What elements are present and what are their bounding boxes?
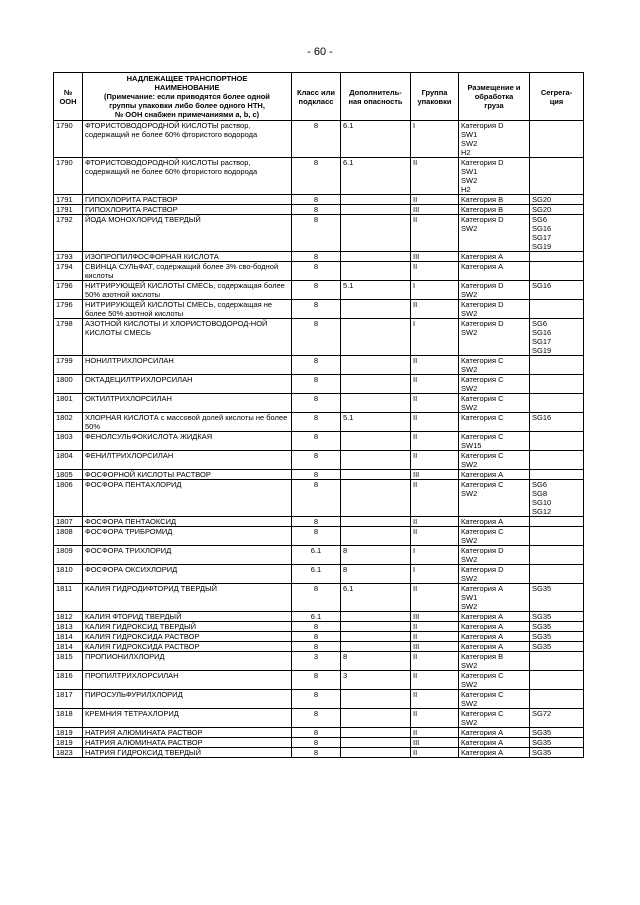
cell-un-number: 1823 (54, 748, 83, 758)
cell-shipping-name: ФТОРИСТОВОДОРОДНОЙ КИСЛОТЫ раствор, содержащий не более 60% фтористого водорода (83, 158, 292, 195)
cell-packing-group: II (411, 375, 459, 394)
cell-shipping-name: КАЛИЯ ГИДРОДИФТОРИД ТВЕРДЫЙ (83, 584, 292, 612)
cell-shipping-name: НОНИЛТРИХЛОРСИЛАН (83, 356, 292, 375)
cell-un-number: 1798 (54, 319, 83, 356)
cell-packing-group: II (411, 728, 459, 738)
cell-un-number: 1790 (54, 121, 83, 158)
cell-shipping-name: ПРОПИОНИЛХЛОРИД (83, 652, 292, 671)
cell-segregation (530, 652, 584, 671)
cell-class: 8 (292, 728, 341, 738)
cell-packing-group: II (411, 480, 459, 517)
table-row (54, 546, 584, 565)
cell-shipping-name: ГИПОХЛОРИТА РАСТВОР (83, 205, 292, 215)
cell-stowage: Категория C SW2 (459, 671, 530, 690)
cell-stowage: Категория D SW2 (459, 546, 530, 565)
cell-stowage: Категория A (459, 632, 530, 642)
table-row (54, 652, 584, 671)
cell-shipping-name: КАЛИЯ ГИДРОКСИДА РАСТВОР (83, 632, 292, 642)
cell-class: 8 (292, 195, 341, 205)
cell-segregation (530, 565, 584, 584)
table-row (54, 262, 584, 281)
table-row (54, 375, 584, 394)
cell-un-number: 1790 (54, 158, 83, 195)
cell-subsidiary-risk (341, 262, 411, 281)
table-row (54, 432, 584, 451)
cell-stowage: Категория C SW2 (459, 356, 530, 375)
cell-segregation (530, 394, 584, 413)
cell-segregation (530, 158, 584, 195)
cell-subsidiary-risk: 8 (341, 565, 411, 584)
cell-subsidiary-risk (341, 205, 411, 215)
cell-subsidiary-risk (341, 738, 411, 748)
cell-shipping-name: КАЛИЯ ГИДРОКСИД ТВЕРДЫЙ (83, 622, 292, 632)
cell-class: 8 (292, 300, 341, 319)
cell-shipping-name: ФОСФОРА ОКСИХЛОРИД (83, 565, 292, 584)
table-row (54, 642, 584, 652)
cell-packing-group: II (411, 632, 459, 642)
table-row (54, 470, 584, 480)
cell-subsidiary-risk (341, 300, 411, 319)
table-row (54, 480, 584, 517)
cell-stowage: Категория D SW2 (459, 281, 530, 300)
cell-un-number: 1796 (54, 300, 83, 319)
table-row (54, 252, 584, 262)
cell-segregation: SG35 (530, 642, 584, 652)
cell-subsidiary-risk (341, 728, 411, 738)
cell-class: 8 (292, 281, 341, 300)
cell-segregation (530, 121, 584, 158)
cell-subsidiary-risk: 5.1 (341, 281, 411, 300)
cell-segregation: SG20 (530, 205, 584, 215)
cell-un-number: 1804 (54, 451, 83, 470)
cell-subsidiary-risk (341, 319, 411, 356)
cell-subsidiary-risk (341, 612, 411, 622)
cell-shipping-name: ФТОРИСТОВОДОРОДНОЙ КИСЛОТЫ раствор, содержащий не более 60% фтористого водорода (83, 121, 292, 158)
table-row (54, 632, 584, 642)
cell-un-number: 1812 (54, 612, 83, 622)
cell-segregation: SG35 (530, 738, 584, 748)
cell-packing-group: III (411, 612, 459, 622)
cell-segregation (530, 671, 584, 690)
cell-un-number: 1809 (54, 546, 83, 565)
cell-un-number: 1815 (54, 652, 83, 671)
cell-stowage: Категория C SW2 (459, 690, 530, 709)
cell-shipping-name: ХЛОРНАЯ КИСЛОТА с массовой долей кислоты не более 50% (83, 413, 292, 432)
cell-packing-group: II (411, 451, 459, 470)
cell-class: 8 (292, 451, 341, 470)
cell-segregation (530, 517, 584, 527)
cell-un-number: 1801 (54, 394, 83, 413)
cell-stowage: Категория A (459, 728, 530, 738)
cell-packing-group: II (411, 584, 459, 612)
cell-stowage: Категория C SW2 (459, 480, 530, 517)
cell-shipping-name: ФОСФОРНОЙ КИСЛОТЫ РАСТВОР (83, 470, 292, 480)
table-row (54, 121, 584, 158)
cell-subsidiary-risk: 6.1 (341, 584, 411, 612)
cell-un-number: 1811 (54, 584, 83, 612)
cell-class: 6.1 (292, 565, 341, 584)
cell-class: 8 (292, 356, 341, 375)
cell-class: 8 (292, 709, 341, 728)
cell-un-number: 1810 (54, 565, 83, 584)
cell-stowage: Категория A (459, 612, 530, 622)
table-row (54, 709, 584, 728)
cell-class: 8 (292, 158, 341, 195)
table-row (54, 517, 584, 527)
cell-class: 6.1 (292, 546, 341, 565)
cell-un-number: 1806 (54, 480, 83, 517)
cell-class: 8 (292, 319, 341, 356)
cell-segregation: SG16 (530, 413, 584, 432)
cell-stowage: Категория A (459, 252, 530, 262)
cell-shipping-name: ФОСФОРА ПЕНТАХЛОРИД (83, 480, 292, 517)
cell-un-number: 1816 (54, 671, 83, 690)
cell-class: 8 (292, 394, 341, 413)
header-subsidiary-risk: Дополнитель- ная опасность (341, 73, 411, 121)
cell-shipping-name: ФЕНИЛТРИХЛОРСИЛАН (83, 451, 292, 470)
cell-shipping-name: КАЛИЯ ГИДРОКСИДА РАСТВОР (83, 642, 292, 652)
cell-segregation (530, 300, 584, 319)
cell-stowage: Категория A (459, 738, 530, 748)
cell-packing-group: II (411, 517, 459, 527)
cell-subsidiary-risk (341, 394, 411, 413)
cell-class: 8 (292, 738, 341, 748)
cell-segregation: SG6 SG16 SG17 SG19 (530, 319, 584, 356)
cell-packing-group: II (411, 356, 459, 375)
cell-subsidiary-risk: 6.1 (341, 158, 411, 195)
cell-un-number: 1791 (54, 205, 83, 215)
table-row (54, 215, 584, 252)
cell-subsidiary-risk (341, 527, 411, 546)
cell-shipping-name: ФЕНОЛСУЛЬФОКИСЛОТА ЖИДКАЯ (83, 432, 292, 451)
cell-class: 8 (292, 215, 341, 252)
table-row (54, 690, 584, 709)
table-row (54, 413, 584, 432)
cell-shipping-name: ПИРОСУЛЬФУРИЛХЛОРИД (83, 690, 292, 709)
cell-un-number: 1817 (54, 690, 83, 709)
cell-stowage: Категория B (459, 195, 530, 205)
cell-class: 8 (292, 517, 341, 527)
table-row (54, 612, 584, 622)
cell-stowage: Категория D SW2 (459, 319, 530, 356)
cell-class: 8 (292, 632, 341, 642)
cell-packing-group: II (411, 195, 459, 205)
cell-subsidiary-risk (341, 195, 411, 205)
cell-packing-group: I (411, 121, 459, 158)
cell-packing-group: III (411, 738, 459, 748)
cell-un-number: 1794 (54, 262, 83, 281)
page-number: - 60 - (307, 46, 333, 58)
cell-un-number: 1803 (54, 432, 83, 451)
table-row (54, 158, 584, 195)
cell-segregation (530, 356, 584, 375)
cell-class: 8 (292, 748, 341, 758)
table-row (54, 622, 584, 632)
cell-segregation: SG16 (530, 281, 584, 300)
cell-shipping-name: ФОСФОРА ТРИХЛОРИД (83, 546, 292, 565)
cell-class: 8 (292, 470, 341, 480)
cell-segregation: SG72 (530, 709, 584, 728)
cell-segregation (530, 527, 584, 546)
cell-stowage: Категория D SW1 SW2 H2 (459, 121, 530, 158)
cell-class: 8 (292, 527, 341, 546)
cell-segregation: SG35 (530, 632, 584, 642)
cell-stowage: Категория D SW2 (459, 565, 530, 584)
cell-un-number: 1799 (54, 356, 83, 375)
cell-un-number: 1819 (54, 738, 83, 748)
cell-segregation (530, 546, 584, 565)
cell-packing-group: II (411, 527, 459, 546)
header-segregation: Сегрега- ция (530, 73, 584, 121)
table-row (54, 356, 584, 375)
cell-stowage: Категория A (459, 642, 530, 652)
table-row (54, 748, 584, 758)
cell-un-number: 1807 (54, 517, 83, 527)
cell-class: 8 (292, 375, 341, 394)
cell-class: 8 (292, 671, 341, 690)
cell-packing-group: II (411, 748, 459, 758)
cell-shipping-name: ОКТАДЕЦИЛТРИХЛОРСИЛАН (83, 375, 292, 394)
cell-segregation: SG35 (530, 612, 584, 622)
dangerous-goods-table (53, 72, 584, 758)
cell-subsidiary-risk (341, 480, 411, 517)
cell-packing-group: I (411, 281, 459, 300)
cell-segregation (530, 690, 584, 709)
cell-stowage: Категория A (459, 748, 530, 758)
cell-un-number: 1792 (54, 215, 83, 252)
table-header-row (54, 73, 584, 121)
cell-shipping-name: НАТРИЯ АЛЮМИНАТА РАСТВОР (83, 728, 292, 738)
cell-un-number: 1813 (54, 622, 83, 632)
cell-shipping-name: ОКТИЛТРИХЛОРСИЛАН (83, 394, 292, 413)
cell-segregation: SG35 (530, 622, 584, 632)
cell-stowage: Категория D SW1 SW2 H2 (459, 158, 530, 195)
cell-subsidiary-risk: 5.1 (341, 413, 411, 432)
cell-stowage: Категория A SW1 SW2 (459, 584, 530, 612)
cell-class: 6.1 (292, 612, 341, 622)
cell-shipping-name: ФОСФОРА ТРИБРОМИД (83, 527, 292, 546)
cell-subsidiary-risk (341, 748, 411, 758)
table-row (54, 671, 584, 690)
cell-un-number: 1802 (54, 413, 83, 432)
cell-class: 8 (292, 432, 341, 451)
cell-stowage: Категория C SW15 (459, 432, 530, 451)
cell-subsidiary-risk (341, 690, 411, 709)
cell-stowage: Категория C SW2 (459, 375, 530, 394)
table-row (54, 738, 584, 748)
table-row (54, 195, 584, 205)
cell-stowage: Категория C SW2 (459, 709, 530, 728)
cell-class: 8 (292, 480, 341, 517)
cell-subsidiary-risk (341, 517, 411, 527)
cell-shipping-name: АЗОТНОЙ КИСЛОТЫ И ХЛОРИСТОВОДОРОД-НОЙ КИСЛОТЫ СМЕСЬ (83, 319, 292, 356)
cell-un-number: 1800 (54, 375, 83, 394)
cell-subsidiary-risk (341, 632, 411, 642)
cell-packing-group: II (411, 215, 459, 252)
cell-class: 8 (292, 622, 341, 632)
cell-segregation: SG35 (530, 584, 584, 612)
cell-segregation: SG20 (530, 195, 584, 205)
table-row (54, 319, 584, 356)
cell-un-number: 1814 (54, 642, 83, 652)
cell-shipping-name: КРЕМНИЯ ТЕТРАХЛОРИД (83, 709, 292, 728)
cell-un-number: 1819 (54, 728, 83, 738)
cell-packing-group: II (411, 158, 459, 195)
cell-packing-group: II (411, 622, 459, 632)
header-shipping-name: НАДЛЕЖАЩЕЕ ТРАНСПОРТНОЕ НАИМЕНОВАНИЕ (Примечание: если приводятся более одной группы упаковки либо более одного НТН, № ООН снабжен примечаниями a, b, c) (83, 73, 292, 121)
cell-class: 8 (292, 413, 341, 432)
cell-un-number: 1814 (54, 632, 83, 642)
cell-packing-group: II (411, 652, 459, 671)
table-row (54, 527, 584, 546)
cell-stowage: Категория D SW2 (459, 215, 530, 252)
cell-stowage: Категория B SW2 (459, 652, 530, 671)
cell-subsidiary-risk (341, 432, 411, 451)
cell-shipping-name: НАТРИЯ ГИДРОКСИД ТВЕРДЫЙ (83, 748, 292, 758)
cell-stowage: Категория A (459, 470, 530, 480)
header-packing-group: Группа упаковки (411, 73, 459, 121)
cell-un-number: 1796 (54, 281, 83, 300)
cell-stowage: Категория C SW2 (459, 451, 530, 470)
cell-segregation (530, 262, 584, 281)
cell-packing-group: II (411, 709, 459, 728)
cell-packing-group: II (411, 432, 459, 451)
cell-packing-group: I (411, 565, 459, 584)
cell-packing-group: I (411, 546, 459, 565)
cell-stowage: Категория C (459, 413, 530, 432)
cell-un-number: 1805 (54, 470, 83, 480)
cell-subsidiary-risk (341, 451, 411, 470)
cell-packing-group: II (411, 671, 459, 690)
cell-subsidiary-risk (341, 642, 411, 652)
table-row (54, 584, 584, 612)
cell-segregation: SG35 (530, 728, 584, 738)
table-row (54, 281, 584, 300)
cell-class: 8 (292, 584, 341, 612)
cell-stowage: Категория B (459, 205, 530, 215)
cell-class: 8 (292, 642, 341, 652)
cell-subsidiary-risk (341, 356, 411, 375)
cell-packing-group: II (411, 394, 459, 413)
cell-shipping-name: КАЛИЯ ФТОРИД ТВЕРДЫЙ (83, 612, 292, 622)
cell-segregation (530, 432, 584, 451)
cell-shipping-name: ГИПОХЛОРИТА РАСТВОР (83, 195, 292, 205)
cell-stowage: Категория C SW2 (459, 527, 530, 546)
cell-segregation (530, 470, 584, 480)
cell-subsidiary-risk (341, 375, 411, 394)
cell-shipping-name: НАТРИЯ АЛЮМИНАТА РАСТВОР (83, 738, 292, 748)
cell-packing-group: I (411, 319, 459, 356)
cell-class: 8 (292, 252, 341, 262)
cell-un-number: 1818 (54, 709, 83, 728)
cell-shipping-name: НИТРИРУЮЩЕЙ КИСЛОТЫ СМЕСЬ, содержащая не более 50% азотной кислоты (83, 300, 292, 319)
header-class: Класс или подкласс (292, 73, 341, 121)
cell-segregation (530, 375, 584, 394)
cell-packing-group: II (411, 262, 459, 281)
cell-subsidiary-risk: 6.1 (341, 121, 411, 158)
cell-shipping-name: СВИНЦА СУЛЬФАТ, содержащий более 3% сво-бодной кислоты (83, 262, 292, 281)
cell-class: 8 (292, 205, 341, 215)
table-row (54, 728, 584, 738)
cell-segregation (530, 252, 584, 262)
cell-segregation: SG6 SG8 SG10 SG12 (530, 480, 584, 517)
cell-shipping-name: ПРОПИЛТРИХЛОРСИЛАН (83, 671, 292, 690)
cell-shipping-name: ЙОДА МОНОХЛОРИД ТВЕРДЫЙ (83, 215, 292, 252)
cell-shipping-name: ИЗОПРОПИЛФОСФОРНАЯ КИСЛОТА (83, 252, 292, 262)
cell-segregation: SG6 SG16 SG17 SG19 (530, 215, 584, 252)
cell-stowage: Категория D SW2 (459, 300, 530, 319)
table-row (54, 451, 584, 470)
cell-packing-group: II (411, 690, 459, 709)
cell-stowage: Категория A (459, 262, 530, 281)
cell-subsidiary-risk: 8 (341, 652, 411, 671)
header-stowage: Размещение и обработка груза (459, 73, 530, 121)
cell-stowage: Категория A (459, 622, 530, 632)
cell-packing-group: II (411, 413, 459, 432)
cell-subsidiary-risk (341, 470, 411, 480)
cell-subsidiary-risk (341, 622, 411, 632)
cell-un-number: 1793 (54, 252, 83, 262)
cell-packing-group: III (411, 252, 459, 262)
header-un-number: № ООН (54, 73, 83, 121)
cell-subsidiary-risk (341, 709, 411, 728)
cell-stowage: Категория A (459, 517, 530, 527)
cell-subsidiary-risk (341, 252, 411, 262)
cell-class: 8 (292, 262, 341, 281)
cell-packing-group: II (411, 300, 459, 319)
cell-packing-group: III (411, 470, 459, 480)
table-row (54, 300, 584, 319)
cell-un-number: 1791 (54, 195, 83, 205)
cell-segregation: SG35 (530, 748, 584, 758)
cell-subsidiary-risk (341, 215, 411, 252)
cell-stowage: Категория C SW2 (459, 394, 530, 413)
cell-class: 3 (292, 652, 341, 671)
cell-shipping-name: НИТРИРУЮЩЕЙ КИСЛОТЫ СМЕСЬ, содержащая более 50% азотной кислоты (83, 281, 292, 300)
cell-subsidiary-risk: 8 (341, 546, 411, 565)
cell-un-number: 1808 (54, 527, 83, 546)
table-row (54, 394, 584, 413)
cell-class: 8 (292, 690, 341, 709)
table-row (54, 565, 584, 584)
cell-class: 8 (292, 121, 341, 158)
cell-segregation (530, 451, 584, 470)
cell-packing-group: III (411, 205, 459, 215)
cell-subsidiary-risk: 3 (341, 671, 411, 690)
cell-packing-group: III (411, 642, 459, 652)
table-row (54, 205, 584, 215)
cell-shipping-name: ФОСФОРА ПЕНТАОКСИД (83, 517, 292, 527)
